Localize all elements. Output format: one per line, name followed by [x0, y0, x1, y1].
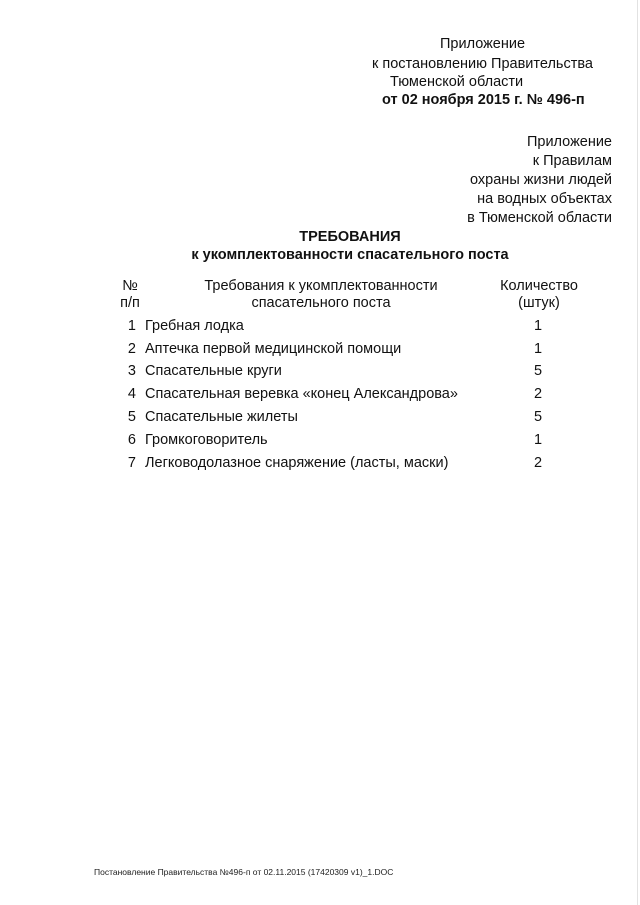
- annex-rules-line4: на водных объектах: [477, 191, 612, 207]
- row-number: 4: [127, 386, 136, 402]
- header-number-line2: п/п: [120, 295, 140, 311]
- row-quantity: 1: [533, 432, 543, 448]
- table-row: [0, 407, 640, 427]
- header-quantity-line1: Количество: [500, 278, 578, 294]
- annex-main-date-number: от 02 ноября 2015 г. № 496-п: [382, 92, 585, 108]
- annex-rules-title: Приложение: [526, 134, 612, 150]
- row-number: 3: [127, 363, 136, 379]
- row-quantity: 5: [533, 409, 543, 425]
- row-number: 6: [127, 432, 136, 448]
- header-requirements-line1: Требования к укомплектованности: [204, 278, 438, 294]
- header-quantity: [488, 278, 590, 312]
- annex-rules-line2: к Правилам: [532, 153, 612, 169]
- row-quantity: 1: [533, 341, 543, 357]
- annex-rules-line5: в Тюменской области: [467, 210, 612, 226]
- annex-main-title: Приложение: [440, 36, 526, 52]
- table-row: [0, 316, 640, 336]
- row-number: 7: [127, 455, 136, 471]
- row-item-name: Спасательные жилеты: [145, 409, 298, 425]
- table-row: [0, 361, 640, 381]
- document-footer: Постановление Правительства №496-п от 02.11.2015 (17420309 v1)_1.DOC: [94, 867, 394, 877]
- header-number-line1: №: [122, 278, 138, 294]
- table-row: [0, 430, 640, 450]
- table-row: [0, 384, 640, 404]
- annex-main-resolution: к постановлению Правительства: [372, 56, 593, 72]
- annex-main-region: Тюменской области: [390, 74, 524, 90]
- row-item-name: Аптечка первой медицинской помощи: [145, 341, 402, 357]
- row-quantity: 1: [533, 318, 543, 334]
- row-quantity: 2: [533, 455, 543, 471]
- header-requirements-line2: спасательного поста: [251, 295, 391, 311]
- header-number: [118, 278, 142, 312]
- annex-rules-line3: охраны жизни людей: [470, 172, 612, 188]
- row-number: 1: [127, 318, 136, 334]
- row-item-name: Спасательные круги: [145, 363, 282, 379]
- row-quantity: 2: [533, 386, 543, 402]
- table-row: [0, 339, 640, 359]
- row-quantity: 5: [533, 363, 543, 379]
- row-item-name: Громкоговоритель: [145, 432, 268, 448]
- row-item-name: Спасательная веревка «конец Александрова»: [145, 386, 458, 402]
- header-requirements: [196, 278, 446, 312]
- row-item-name: Легководолазное снаряжение (ласты, маски): [145, 455, 449, 471]
- row-item-name: Гребная лодка: [145, 318, 244, 334]
- title-subheading: к укомплектованности спасательного поста: [191, 247, 509, 263]
- header-quantity-line2: (штук): [518, 295, 560, 311]
- annex-rules-block: [467, 133, 612, 228]
- row-number: 5: [127, 409, 136, 425]
- row-number: 2: [127, 341, 136, 357]
- title-heading: ТРЕБОВАНИЯ: [299, 229, 401, 245]
- document-title: [0, 228, 640, 264]
- table-row: [0, 453, 640, 473]
